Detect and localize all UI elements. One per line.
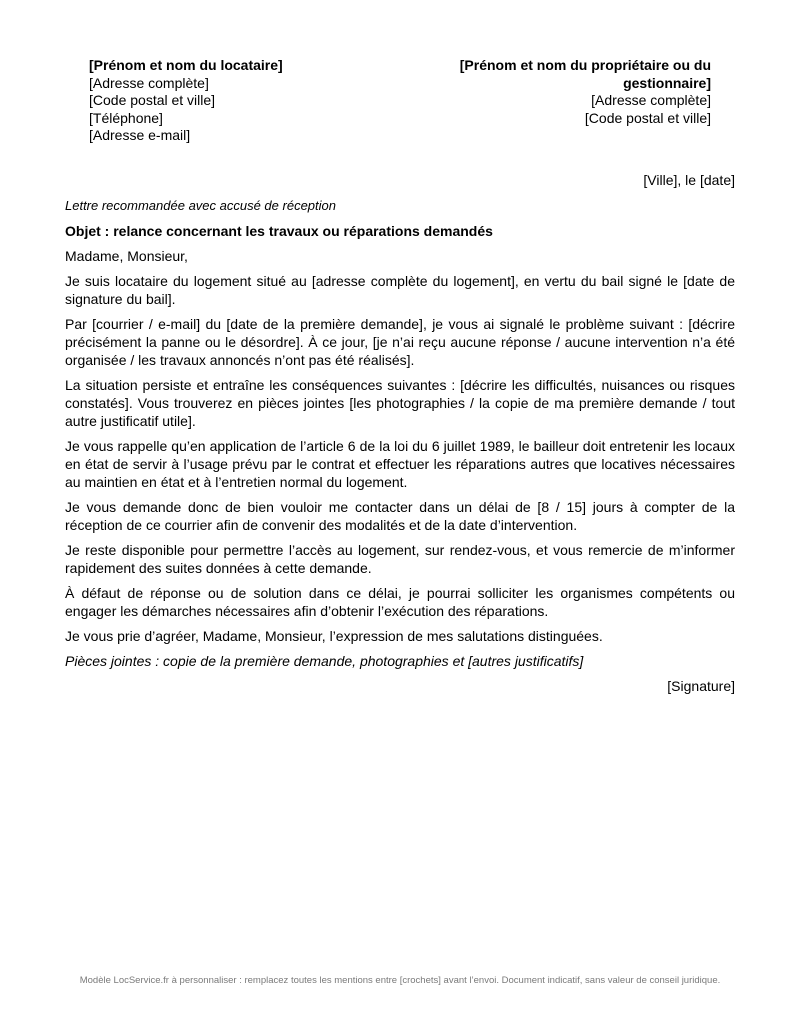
sender-block: [89, 57, 283, 145]
letter-body: [65, 197, 735, 695]
sender-phone: [Téléphone]: [89, 109, 163, 126]
attachments-line: Pièces jointes : copie de la première demande, photographies et [autres justificatifs]: [65, 653, 584, 669]
recipient-name: [Prénom et nom du propriétaire ou du gestionnaire]: [459, 57, 711, 91]
recipient-block: [411, 57, 711, 127]
paragraph-tenant: Je suis locataire du logement situé au [adresse complète du logement], en vertu du bail signé le [date de signature du bail].: [65, 273, 735, 307]
paragraph-consequences: La situation persiste et entraîne les conséquences suivantes : [décrire les difficultés, nuisances ou risques constatés]. Vous trouverez en pièces jointes [les photographies / la copie de ma première demande / tout autre justificatif utile].: [65, 377, 735, 429]
signature: [Signature]: [667, 678, 735, 694]
footer-disclaimer: Modèle LocService.fr à personnaliser : remplacez toutes les mentions entre [crochets] avant l’envoi. Document indicatif, sans valeur de conseil juridique.: [79, 975, 721, 986]
paragraph-deadline: Je vous demande donc de bien vouloir me contacter dans un délai de [8 / 15] jours à compter de la réception de ce courrier afin de convenir des modalités et de la date d’intervention.: [65, 499, 735, 533]
paragraph-legal-reminder: Je vous rappelle qu’en application de l’article 6 de la loi du 6 juillet 1989, le bailleur doit entretenir les locaux en état de servir à l’usage prévu par le contrat et effectuer les réparations autres que locatives nécessaires au maintien en état et à l’entretien normal du logement.: [65, 438, 735, 490]
recipient-address: [Adresse complète]: [591, 92, 711, 108]
date-line: [Ville], le [date]: [643, 172, 735, 188]
letter-subject: Objet : relance concernant les travaux ou réparations demandés: [65, 223, 493, 239]
registered-mail-mention: Lettre recommandée avec accusé de réception: [65, 198, 336, 213]
paragraph-first-request: Par [courrier / e-mail] du [date de la première demande], je vous ai signalé le problème suivant : [décrire précisément la panne ou le désordre]. À ce jour, [je n’ai reçu aucune réponse / aucune intervention n’a été organisée / les travaux annoncés n’ont pas été réalisés].: [65, 316, 735, 368]
paragraph-escalation: À défaut de réponse ou de solution dans ce délai, je pourrai solliciter les organismes compétents ou engager les démarches nécessaires afin d’obtenir l’exécution des réparations.: [65, 585, 735, 619]
recipient-city: [Code postal et ville]: [584, 109, 711, 126]
sender-city: [Code postal et ville]: [89, 92, 216, 108]
greeting: Madame, Monsieur,: [65, 248, 188, 264]
paragraph-closing: Je vous prie d’agréer, Madame, Monsieur, l’expression de mes salutations distinguées.: [65, 628, 603, 644]
sender-email: [Adresse e-mail]: [89, 127, 191, 143]
paragraph-availability: Je reste disponible pour permettre l’accès au logement, sur rendez-vous, et vous remercie de m’informer rapidement des suites données à cette demande.: [65, 542, 735, 576]
sender-name: [Prénom et nom du locataire]: [89, 57, 283, 73]
sender-address: [Adresse complète]: [89, 74, 209, 91]
